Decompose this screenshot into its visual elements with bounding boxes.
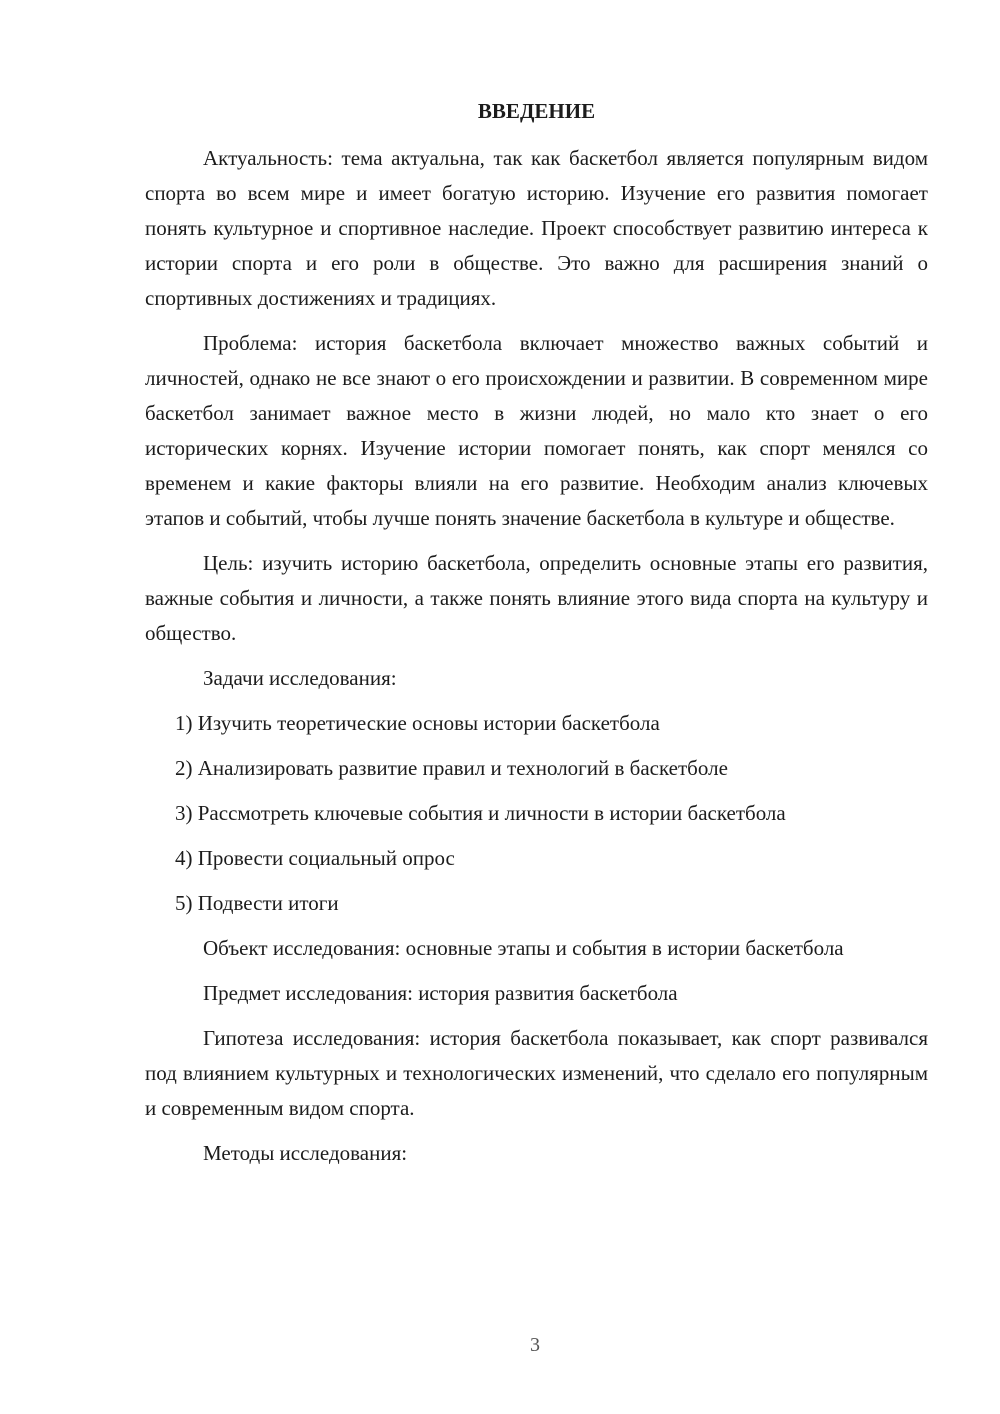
- list-item: 3) Рассмотреть ключевые события и личности в истории баскетбола: [175, 801, 786, 825]
- list-item: 4) Провести социальный опрос: [175, 846, 455, 870]
- page-number: 3: [530, 1334, 540, 1356]
- subject-paragraph: Предмет исследования: история развития баскетбола: [203, 981, 678, 1005]
- methods-heading: Методы исследования:: [203, 1141, 408, 1165]
- page-title: ВВЕДЕНИЕ: [477, 99, 596, 123]
- list-item: 1) Изучить теоретические основы истории баскетбола: [175, 711, 660, 735]
- problem-paragraph: Проблема: история баскетбола включает множество важных событий и личностей, однако не все знают о его происхождении и развитии. В современном мире баскетбол занимает важное место в жизни людей, но мало кто знает о его исторических корнях. Изучение истории помогает понять, как спорт менялся со временем и какие факторы влияли на его развитие. Необходим анализ ключевых этапов и событий, чтобы лучше понять значение баскетбола в культуре и обществе.: [145, 331, 928, 530]
- tasks-list: [145, 706, 928, 921]
- relevance-paragraph: Актуальность: тема актуальна, так как баскетбол является популярным видом спорта во всем мире и имеет богатую историю. Изучение его развития помогает понять культурное и спортивное наследие. Проект способствует развитию интереса к истории спорта и его роли в обществе. Это важно для расширения знаний о спортивных достижениях и традициях.: [145, 146, 928, 310]
- document-page: [145, 96, 928, 1181]
- hypothesis-paragraph: Гипотеза исследования: история баскетбола показывает, как спорт развивался под влиянием культурных и технологических изменений, что сделало его популярным и современным видом спорта.: [145, 1026, 928, 1120]
- list-item: 2) Анализировать развитие правил и технологий в баскетболе: [175, 756, 728, 780]
- list-item: 5) Подвести итоги: [175, 891, 339, 915]
- object-paragraph: Объект исследования: основные этапы и события в истории баскетбола: [203, 936, 844, 960]
- tasks-heading: Задачи исследования:: [203, 666, 397, 690]
- goal-paragraph: Цель: изучить историю баскетбола, определить основные этапы его развития, важные события и личности, а также понять влияние этого вида спорта на культуру и общество.: [145, 551, 928, 645]
